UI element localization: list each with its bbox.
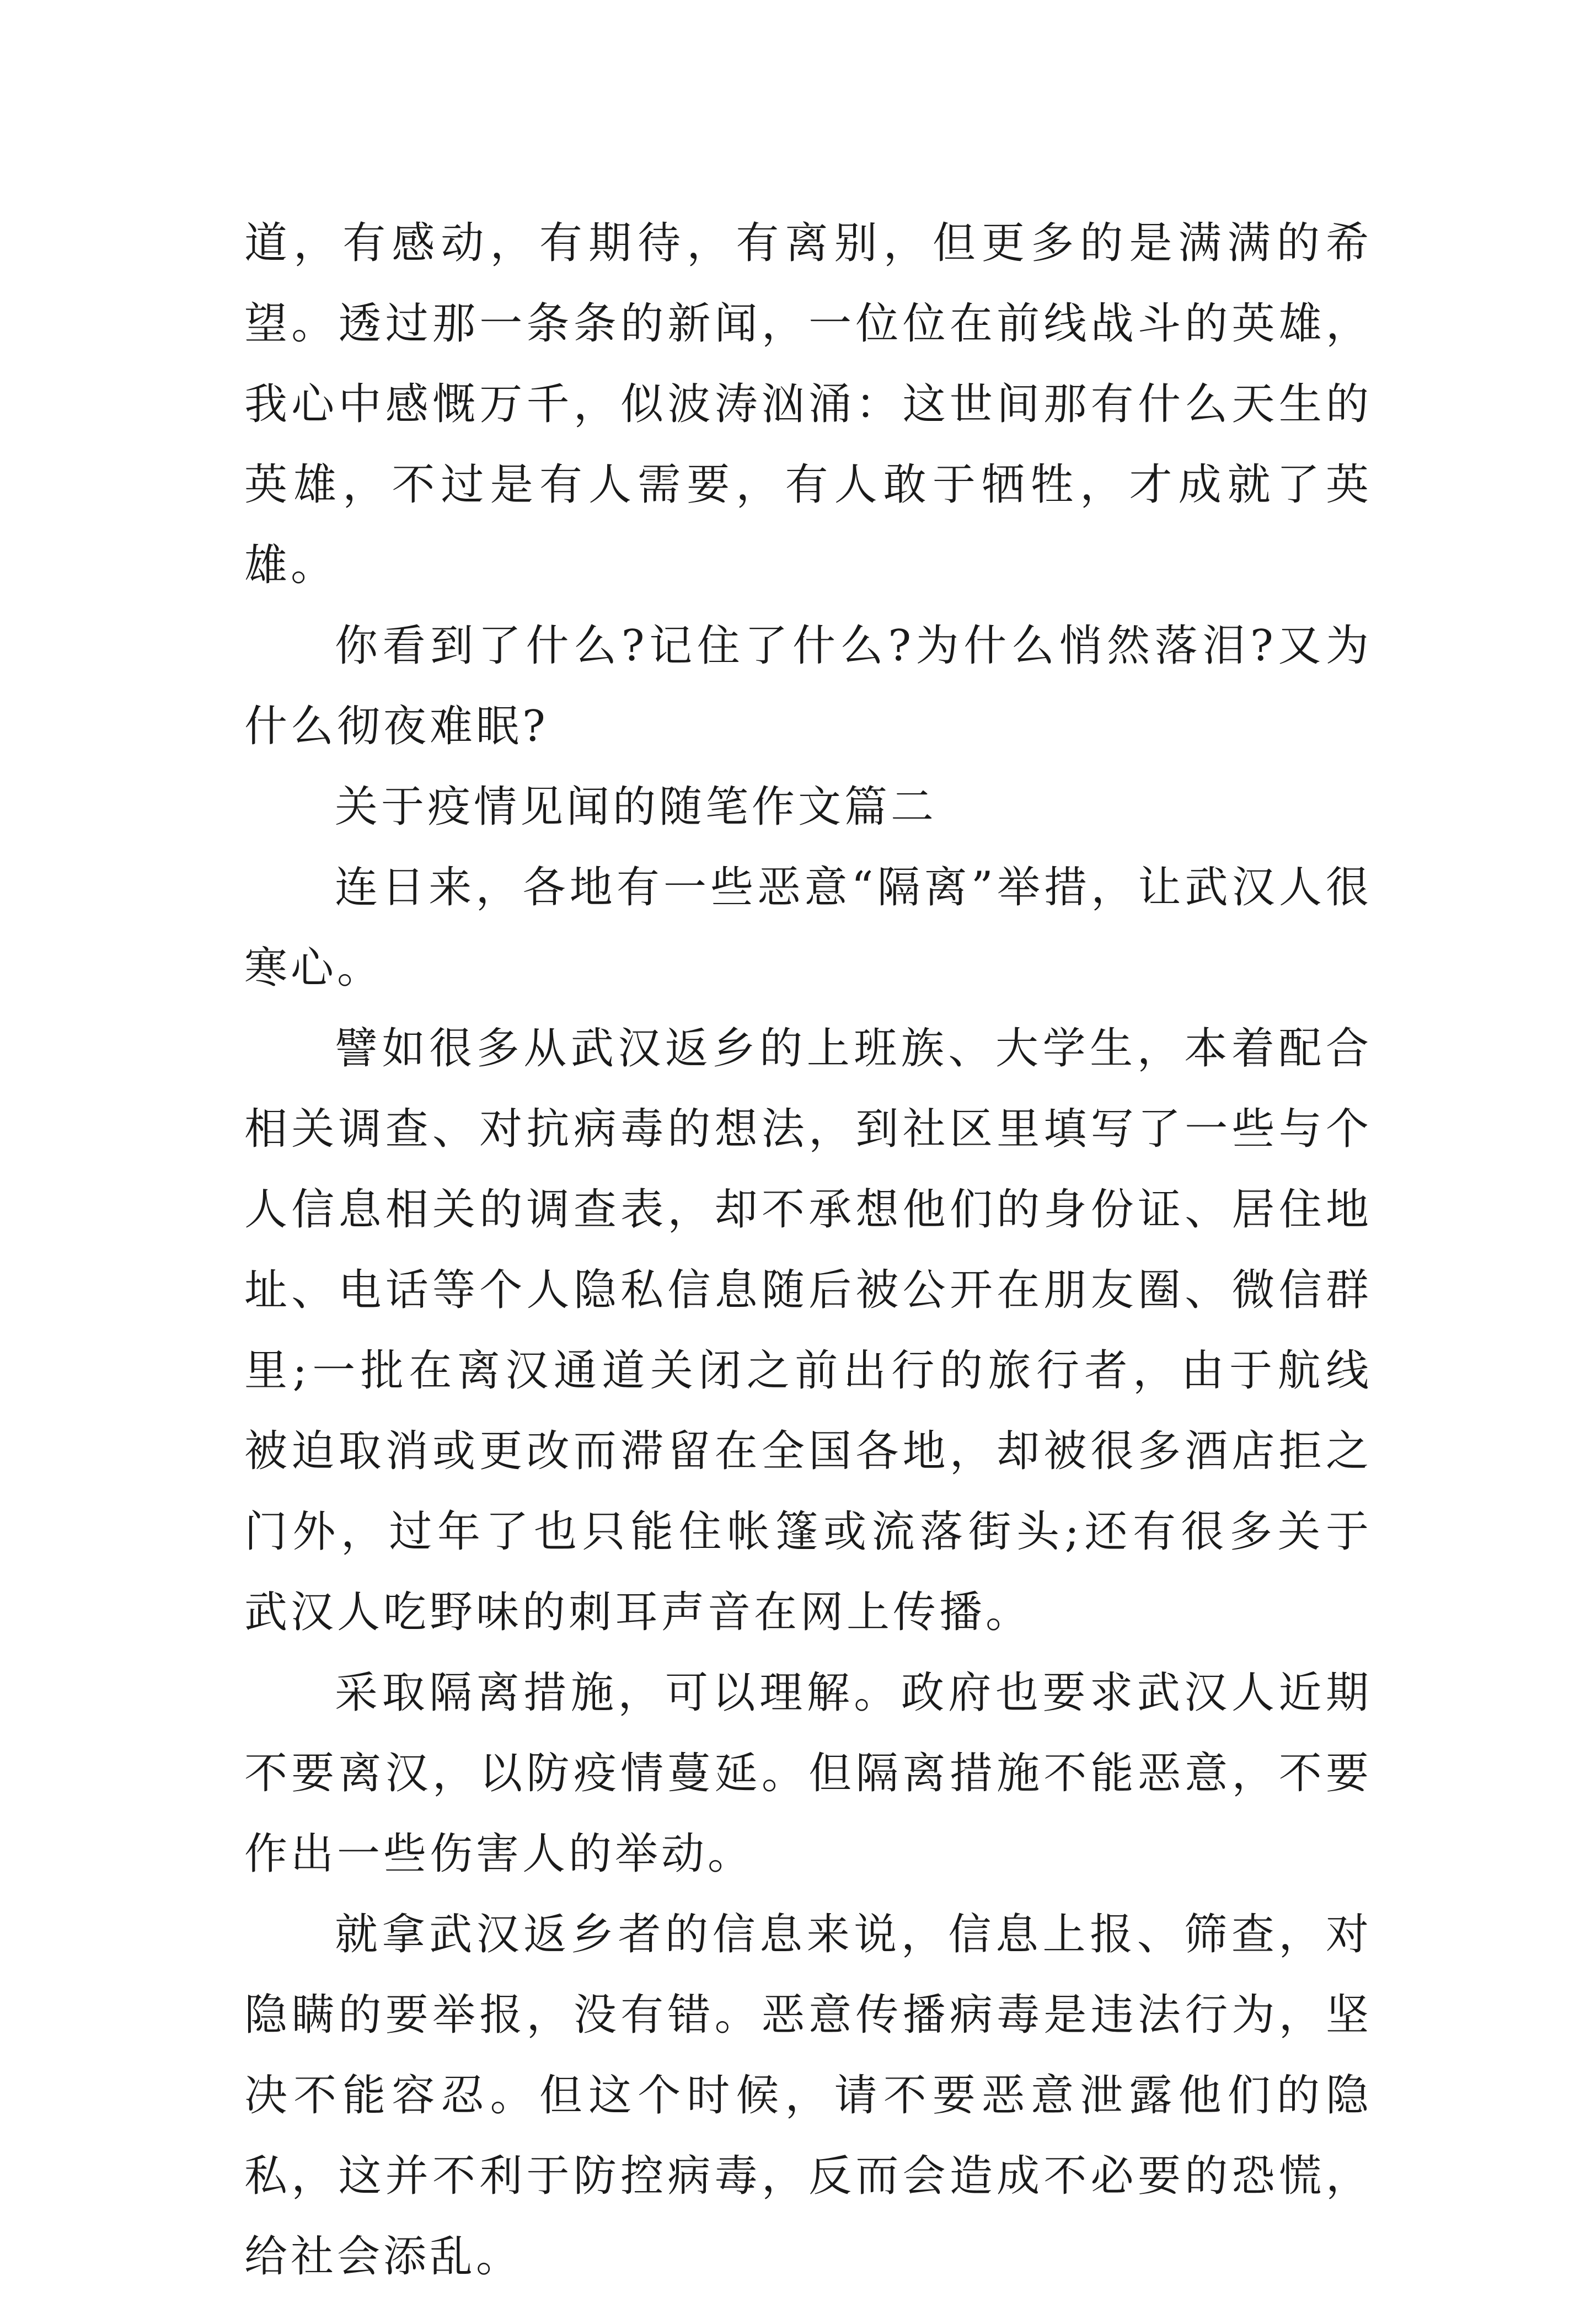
paragraph-continued: 道，有感动，有期待，有离别，但更多的是满满的希望。透过那一条条的新闻，一位位在前线战斗的英雄，我心中感慨万千，似波涛汹涌：这世间那有什么天生的英雄，不过是有人需要，有人敢于牺牲，才成就了英雄。 <box>244 218 1372 590</box>
paragraph-privacy: 就拿武汉返乡者的信息来说，信息上报、筛查，对隐瞒的要举报，没有错。恶意传播病毒是违法行为，坚决不能容忍。但这个时候，请不要恶意泄露他们的隐私，这并不利于防控病毒，反而会造成不必要的恐慌，给社会添乱。 <box>244 1910 1372 2282</box>
paragraph-intro: 连日来，各地有一些恶意“隔离”举措，让武汉人很寒心。 <box>244 863 1372 993</box>
paragraph-isolation: 采取隔离措施，可以理解。政府也要求武汉人近期不要离汉，以防疫情蔓延。但隔离措施不能恶意，不要作出一些伤害人的举动。 <box>244 1668 1372 1879</box>
paragraph-examples: 譬如很多从武汉返乡的上班族、大学生，本着配合相关调查、对抗病毒的想法，到社区里填写了一些与个人信息相关的调查表，却不承想他们的身份证、居住地址、电话等个人隐私信息随后被公开在朋友圈、微信群里;一批在离汉通道关闭之前出行的旅行者，由于航线被迫取消或更改而滞留在全国各地，却被很多酒店拒之门外，过年了也只能住帐篷或流落街头;还有很多关于武汉人吃野味的刺耳声音在网上传播。 <box>244 1024 1372 1637</box>
document-body <box>244 203 1372 2297</box>
paragraph-questions: 你看到了什么?记住了什么?为什么悄然落泪?又为什么彻夜难眠? <box>244 621 1372 751</box>
section-heading: 关于疫情见闻的随笔作文篇二 <box>335 782 938 832</box>
